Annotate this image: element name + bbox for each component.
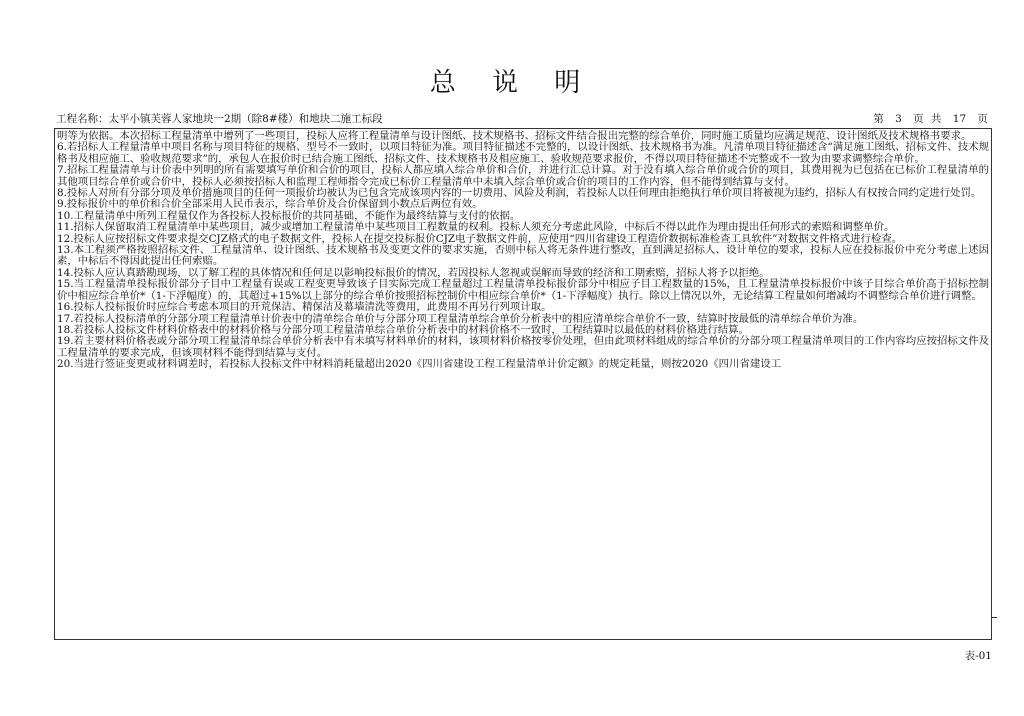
margin-tick: [992, 617, 997, 618]
paragraph-17: 17.若投标人投标清单的分部分项工程量清单计价表中的清单综合单价与分部分项工程量清单综合单价分析表中的相应清单综合单价不一致，结算时按最低的清单综合单价为准。: [57, 312, 864, 325]
paragraph-9: 9.投标报价中的单价和合价全部采用人民币表示，综合单价及合价保留到小数点后两位有效。: [57, 198, 483, 211]
paragraph-12: 12.投标人应按招标文件要求提交CJZ格式的电子数据文件，投标人在提交投标报价CJZ电子数据文件前，应使用“四川省建设工程造价数据标准检查工具软件”对数据文件格式进行检查。: [57, 232, 903, 245]
description-body: [57, 131, 989, 371]
paragraph-14: 14.投标人应认真踏勘现场，以了解工程的具体情况和任何足以影响投标报价的情况，若因投标人忽视或误解而导致的经济和工期索赔，招标人将予以拒绝。: [57, 266, 770, 279]
page-mid: 页 共: [913, 113, 942, 125]
content-frame: [54, 128, 992, 640]
project-name: 工程名称：太平小镇芙蓉人家地块一2期（除8#楼）和地块二施工标段: [56, 113, 383, 125]
paragraph-15: 15.当工程量清单投标报价部分子目中工程量有误或工程变更导致该子目实际完成工程量超过工程量清单投标报价部分中相应子目工程数量的15%，且工程量清单投标报价中该子目综合单价高于招标控制价中相应综合单价*（1-下浮幅度）的，其超过+15%以上部分的综合单价按照招标控制价中相应综合单价*（1-下浮幅度）执行。除以上情况以外，无论结算工程量如何增减均不调整综合单价进行调整。: [57, 278, 989, 302]
paragraph-8: 8.投标人对所有分部分项及单价措施项目的任何一项报价均被认为已包含完成该项内容的一切费用、风险及利润，若投标人以任何理由拒绝执行单价项目将被视为违约，招标人有权按合同约定进行处罚。: [57, 187, 982, 200]
paragraph-13: 13.本工程须严格按照招标文件、工程量清单、设计图纸、技术规格书及变更文件的要求实施，否则中标人将无条件进行整改，直到满足招标人、设计单位的要求，投标人应在投标报价中充分考虑上述因素，中标后不得因此提出任何索赔。: [57, 244, 989, 268]
form-code: 表-01: [964, 650, 992, 662]
paragraph-20: 20.当进行签证变更或材料调差时，若投标人投标文件中材料消耗量超出2020《四川省建设工程工程量清单计价定额》的规定耗量，则按2020《四川省建设工: [57, 358, 782, 371]
paragraph-continued: 明等为依据。本次招标工程量清单中增列了一些项目，投标人应将工程量清单与设计图纸、技术规格书、招标文件结合报出完整的综合单价，同时施工质量均应满足规范、设计图纸及技术规格书要求。: [57, 130, 972, 142]
paragraph-11: 11.招标人保留取消工程量清单中某些项目，减少或增加工程量清单中某些项目工程数量的权利。投标人须充分考虑此风险，中标后不得以此作为理由提出任何形式的索赔和调整单价。: [57, 221, 895, 234]
paragraph-19: 19.若主要材料价格表或分部分项工程量清单综合单价分析表中有未填写材料单价的材料，该项材料价格按零价处理，但由此项材料组成的综合单价的分部分项工程量清单项目的工作内容均应按招标文件及工程量清单的要求完成，但该项材料不能得到结算与支付。: [57, 335, 989, 359]
paragraph-18: 18.若投标人投标文件材料价格表中的材料价格与分部分项工程量清单综合单价分析表中的材料价格不一致时，工程结算时以最低的材料价格进行结算。: [57, 323, 749, 336]
page-current: 3: [895, 113, 902, 125]
page-total: 17: [952, 113, 967, 125]
paragraph-6: 6.若招标人工程量清单中项目名称与项目特征的规格、型号不一致时，以项目特征为准。项目特征描述不完整的，以设计图纸、技术规格书为准。凡清单项目特征描述含“满足施工图纸、招标文件、技术规格书及相应施工、验收规范要求”的，承包人在报价时已结合施工图纸、招标文件、技术规格书及相应施工、验收规范要求报价，不得以项目特征描述不完整或不一致为由要求调整综合单价。: [57, 141, 989, 165]
page-prefix: 第: [873, 113, 884, 125]
page-suffix: 页: [977, 113, 988, 125]
paragraph-10: 10.工程量清单中所列工程量仅作为各投标人投标报价的共同基础，不能作为最终结算与支付的依据。: [57, 209, 521, 222]
page-indicator: [871, 111, 990, 127]
paragraph-7: 7.招标工程量清单与计价表中列明的所有需要填写单价和合价的项目，投标人都应填入综合单价和合价，并进行汇总计算。对于没有填入综合单价或合价的项目，其费用视为已包括在已标价工程量清单的其他项目综合单价或合价中，投标人必须按招标人和监理工程师指令完成已标价工程量清单中未填入综合单价或合价的项目的工作内容，但不能得到结算与支付。: [57, 164, 989, 188]
page-title: 总 说 明: [429, 68, 595, 98]
header-row: [56, 111, 994, 127]
paragraph-16: 16.投标人投标报价时应综合考虑本项目的开荒保洁、精保洁及幕墙清洗等费用，此费用不再另行列项计取。: [57, 301, 552, 314]
